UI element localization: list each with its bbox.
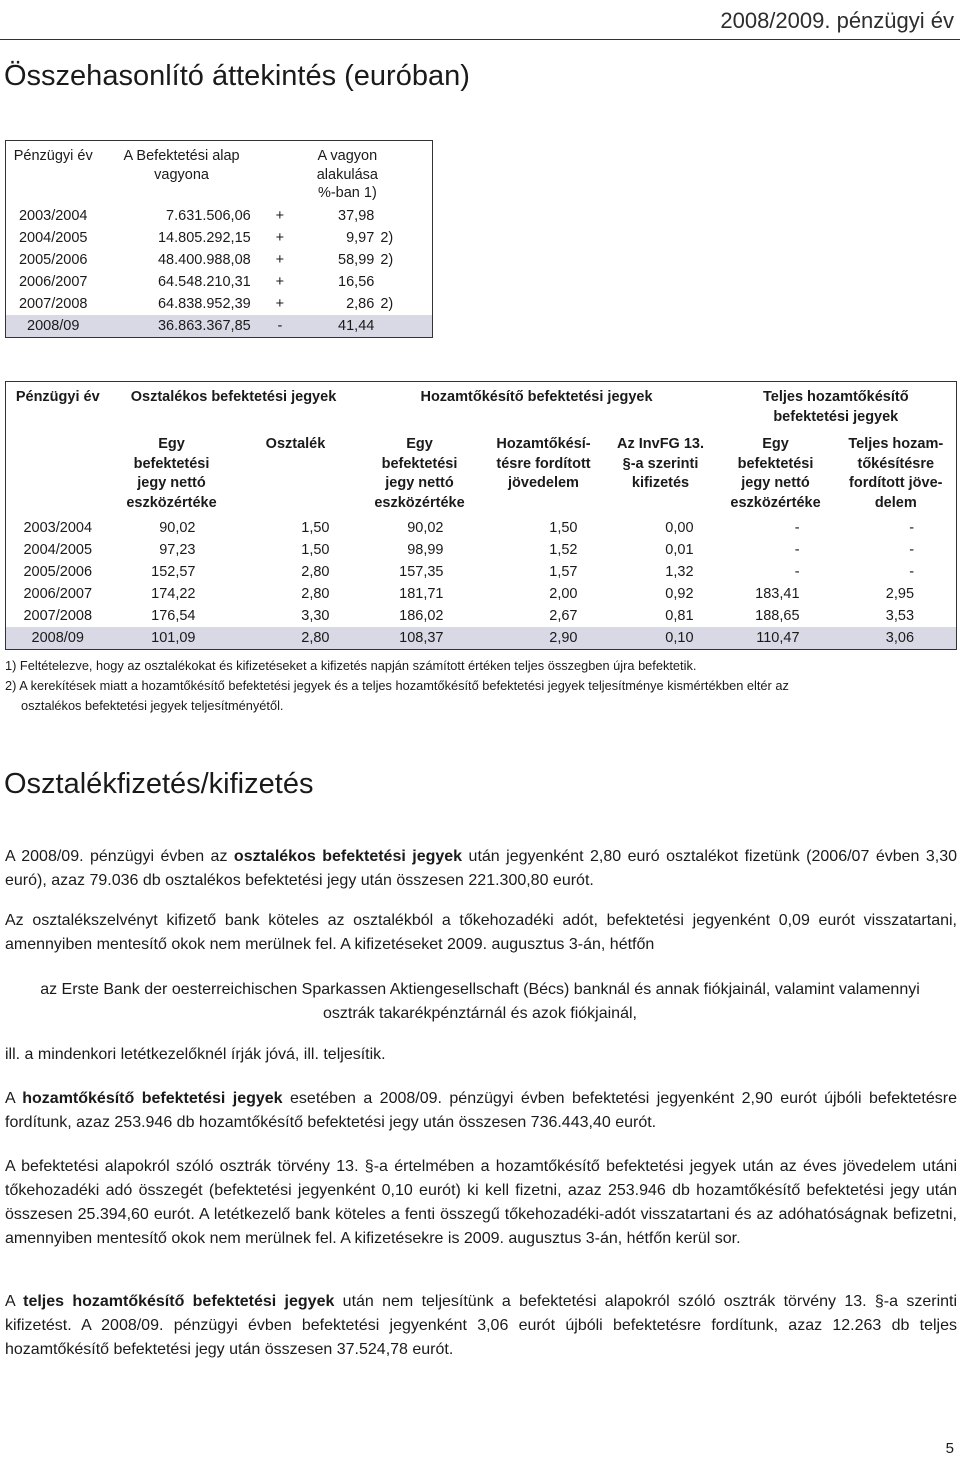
text: A (5, 1293, 24, 1310)
cell-assets: 36.863.367,85 (100, 315, 262, 338)
sub-header-blank (6, 431, 110, 517)
cell-div-nav: 174,22 (151, 586, 196, 602)
cell-div-nav: 176,54 (151, 608, 196, 624)
cell-acc-nav: 108,37 (358, 627, 482, 650)
cell-sign: + (275, 251, 285, 268)
cell-year: 2008/09 (6, 627, 110, 650)
cell-acc-reinvest: 2,00 (549, 586, 578, 602)
cell-pct: 37,98 (338, 207, 375, 224)
cell-note: 2) (380, 251, 394, 268)
text: esetében a 2008/09. pénzügyi évben befektetési jegyenként 2,90 eurót újbóli befektetésre fordítunk, azaz 253.946 db hozamtőkésítő befektetési jegy után összesen 736.443,40 eurót. (5, 1090, 958, 1131)
sub-header-div-nav: Egy befektetési jegy nettó eszközértéke (126, 436, 217, 511)
sub-header-acc-reinvest: Hozamtőkésítésre fordított jövedelem (496, 436, 591, 491)
cell-acc-nav: 98,99 (407, 542, 444, 558)
cell-acc-payout: 0,10 (606, 627, 716, 650)
cell-div-payout: 2,80 (301, 586, 330, 602)
section-title: Osztalékfizetés/kifizetés (4, 768, 314, 800)
group-header-dividend: Osztalékos befektetési jegyek (130, 389, 337, 405)
group-header-accumulating: Hozamtőkésítő befektetési jegyek (420, 389, 653, 405)
table-row (6, 539, 957, 561)
cell-pct: 41,44 (297, 315, 376, 338)
table-row-highlight (6, 315, 433, 338)
cell-acc-nav: 186,02 (399, 608, 444, 624)
paragraph-paying-agent: az Erste Bank der oesterreichischen Sparkassen Aktiengesellschaft (Bécs) banknál és annak fiókjainál, valamint valamennyi osztrák takarékpénztárnál és azok fiókjainál, (40, 981, 920, 1022)
cell-assets: 14.805.292,15 (157, 229, 251, 246)
cell-full-reinvest: 3,53 (885, 608, 915, 624)
cell-acc-payout: 1,32 (665, 564, 694, 580)
sub-header-acc-nav: Egy befektetési jegy nettó eszközértéke (374, 436, 465, 511)
cell-note: 2) (380, 229, 394, 246)
col-header-year: Pénzügyi év (15, 389, 100, 405)
sub-header-row (6, 431, 957, 517)
table-row (6, 249, 433, 271)
cell-note (376, 205, 432, 227)
cell-year: 2003/2004 (23, 520, 93, 536)
cell-acc-nav: 90,02 (407, 520, 444, 536)
paragraph-full-accumulating (5, 1290, 957, 1362)
text: A 2008/09. pénzügyi évben az (5, 848, 234, 865)
header-divider (0, 39, 960, 40)
cell-assets: 48.400.988,08 (157, 251, 251, 268)
col-header-assets: A Befektetési alap vagyona (123, 148, 240, 183)
cell-year: 2005/2006 (23, 564, 93, 580)
cell-acc-reinvest: 1,57 (549, 564, 578, 580)
cell-year: 2006/2007 (23, 586, 93, 602)
cell-acc-nav: 181,71 (399, 586, 444, 602)
cell-full-nav: 183,41 (755, 586, 800, 602)
cell-acc-reinvest: 1,52 (549, 542, 578, 558)
table-row-highlight (6, 627, 957, 650)
sub-header-full-nav: Egy befektetési jegy nettó eszközértéke (730, 436, 821, 511)
cell-full-reinvest: - (909, 520, 915, 536)
footnote-2-continued: osztalékos befektetési jegyek teljesítményétől. (21, 698, 284, 713)
cell-div-payout: 3,30 (301, 608, 330, 624)
paragraph-accumulating (5, 1087, 957, 1135)
emphasis-dividend-units: osztalékos befektetési jegyek (233, 848, 463, 865)
cell-pct: 2,86 (346, 295, 375, 312)
performance-table (5, 381, 957, 650)
cell-div-payout: 1,50 (301, 520, 330, 536)
cell-full-reinvest: - (909, 542, 915, 558)
emphasis-accumulating-units: hozamtőkésítő befektetési jegyek (22, 1090, 283, 1107)
cell-acc-reinvest: 1,50 (549, 520, 578, 536)
group-header-full: Teljes hozamtőkésítő befektetési jegyek (762, 389, 909, 425)
table-row (6, 293, 433, 315)
cell-full-nav: - (794, 520, 800, 536)
table-row (6, 605, 957, 627)
cell-year: 2008/09 (6, 315, 101, 338)
cell-year: 2004/2005 (23, 542, 93, 558)
page-title: Összehasonlító áttekintés (euróban) (4, 60, 470, 92)
cell-div-payout: 1,50 (301, 542, 330, 558)
cell-sign: + (275, 273, 285, 290)
table-row (6, 517, 957, 539)
cell-acc-payout: 0,00 (665, 520, 694, 536)
cell-sign: + (275, 229, 285, 246)
cell-note: 2) (380, 295, 394, 312)
cell-acc-reinvest: 2,90 (482, 627, 606, 650)
col-header-year: Pénzügyi év (13, 148, 93, 164)
cell-full-reinvest: 3,06 (836, 627, 957, 650)
sub-header-full-reinvest: Teljes hozamtőkésítésre fordított jövedelem (848, 436, 944, 511)
cell-pct: 9,97 (346, 229, 375, 246)
cell-full-nav: 188,65 (755, 608, 800, 624)
cell-note (376, 271, 432, 293)
paragraph-custodians: ill. a mindenkori letétkezelőknél írják jóvá, ill. teljesítik. (5, 1046, 386, 1063)
cell-full-nav: - (794, 542, 800, 558)
cell-div-nav: 152,57 (151, 564, 196, 580)
sub-header-acc-payout: Az InvFG 13. §-a szerinti kifizetés (617, 436, 705, 491)
table-row (6, 205, 433, 227)
cell-assets: 7.631.506,06 (166, 207, 251, 224)
cell-full-nav: 110,47 (716, 627, 836, 650)
group-header-row (6, 382, 957, 432)
text: után jegyenként 2,80 euró osztalékot fizetünk (2006/07 évben 3,30 euró), azaz 79.036 db osztalékos befektetési jegy után összesen 221.300,80 eurót. (5, 848, 958, 889)
text: után nem teljesítünk a befektetési alapokról szóló osztrák törvény 13. §-a szerinti kifizetést. A 2008/09. pénzügyi évben befektetési jegyenként 3,06 eurót újbóli befektetésre fordítunk, azaz 12.263 db teljes hozamtőkésítő befektetési jegy után összesen 37.524,78 eurót. (5, 1293, 958, 1358)
cell-year: 2005/2006 (18, 251, 88, 268)
cell-full-reinvest: 2,95 (885, 586, 915, 602)
table-row (6, 227, 433, 249)
cell-pct: 16,56 (338, 273, 375, 290)
cell-assets: 64.838.952,39 (157, 295, 251, 312)
cell-acc-payout: 0,81 (665, 608, 694, 624)
col-header-change: A vagyon alakulása %-ban 1) (316, 148, 378, 201)
cell-div-nav: 90,02 (159, 520, 196, 536)
fund-assets-table (5, 140, 433, 338)
cell-acc-reinvest: 2,67 (549, 608, 578, 624)
footnote-2: 2) A kerekítések miatt a hozamtőkésítő befektetési jegyek és a teljes hozamtőkésítő befektetési jegyek teljesítménye kismértékben eltér az (5, 678, 789, 693)
cell-div-nav: 97,23 (159, 542, 196, 558)
cell-full-reinvest: - (909, 564, 915, 580)
cell-acc-payout: 0,01 (665, 542, 694, 558)
cell-sign: + (275, 295, 285, 312)
table-row (6, 561, 957, 583)
cell-acc-nav: 157,35 (399, 564, 444, 580)
cell-div-payout: 2,80 (301, 564, 330, 580)
paragraph-dividend (5, 845, 957, 893)
footnotes (5, 656, 955, 716)
cell-acc-payout: 0,92 (665, 586, 694, 602)
cell-sign: - (263, 315, 297, 338)
cell-pct: 58,99 (338, 251, 375, 268)
cell-year: 2004/2005 (18, 229, 88, 246)
sub-header-div-payout: Osztalék (265, 436, 326, 452)
cell-year: 2006/2007 (18, 273, 88, 290)
cell-assets: 64.548.210,31 (157, 273, 251, 290)
cell-div-payout: 2,80 (234, 627, 358, 650)
text: A (5, 1090, 23, 1107)
cell-year: 2003/2004 (18, 207, 88, 224)
paragraph-kest: A befektetési alapokról szóló osztrák törvény 13. §-a értelmében a hozamtőkésítő befektetési jegyek után az éves jövedelem utáni tőkehozadéki adó összegét (befektetési jegyenként 0,10 eurót) ki kell fizetni, azaz 253.946 db hozamtőkésítő befektetési jegy után összesen 25.394,60 eurót. A letétkezelő bank köteles a fenti összegű tőkehozadéki-adót visszatartani és az adóhatóságnak befizetni, amennyiben mentesítő okok nem merülnek fel. A kifizetésekre is 2009. augusztus 3-án, hétfőn kerül sor. (5, 1158, 957, 1247)
footnote-1: 1) Feltételezve, hogy az osztalékokat és kifizetéseket a kifizetés napján számított értéken teljes összegben újra befektetik. (5, 658, 697, 673)
page-number: 5 (945, 1440, 954, 1457)
cell-div-nav: 101,09 (110, 627, 234, 650)
cell-note (376, 315, 432, 338)
table-header-row (6, 141, 433, 205)
fiscal-year-header: 2008/2009. pénzügyi év (720, 8, 954, 33)
table-row (6, 583, 957, 605)
paragraph-withholding: Az osztalékszelvényt kifizető bank köteles az osztalékból a tőkehozadéki adót, befektetési jegyenként 0,09 eurót visszatartani, amennyiben mentesítő okok nem merülnek fel. A kifizetéseket 2009. augusztus 3-án, hétfőn (5, 912, 957, 953)
emphasis-full-accumulating-units: teljes hozamtőkésítő befektetési jegyek (23, 1293, 335, 1310)
cell-year: 2007/2008 (23, 608, 93, 624)
table-row (6, 271, 433, 293)
cell-sign: + (275, 207, 285, 224)
cell-year: 2007/2008 (18, 295, 88, 312)
cell-full-nav: - (794, 564, 800, 580)
